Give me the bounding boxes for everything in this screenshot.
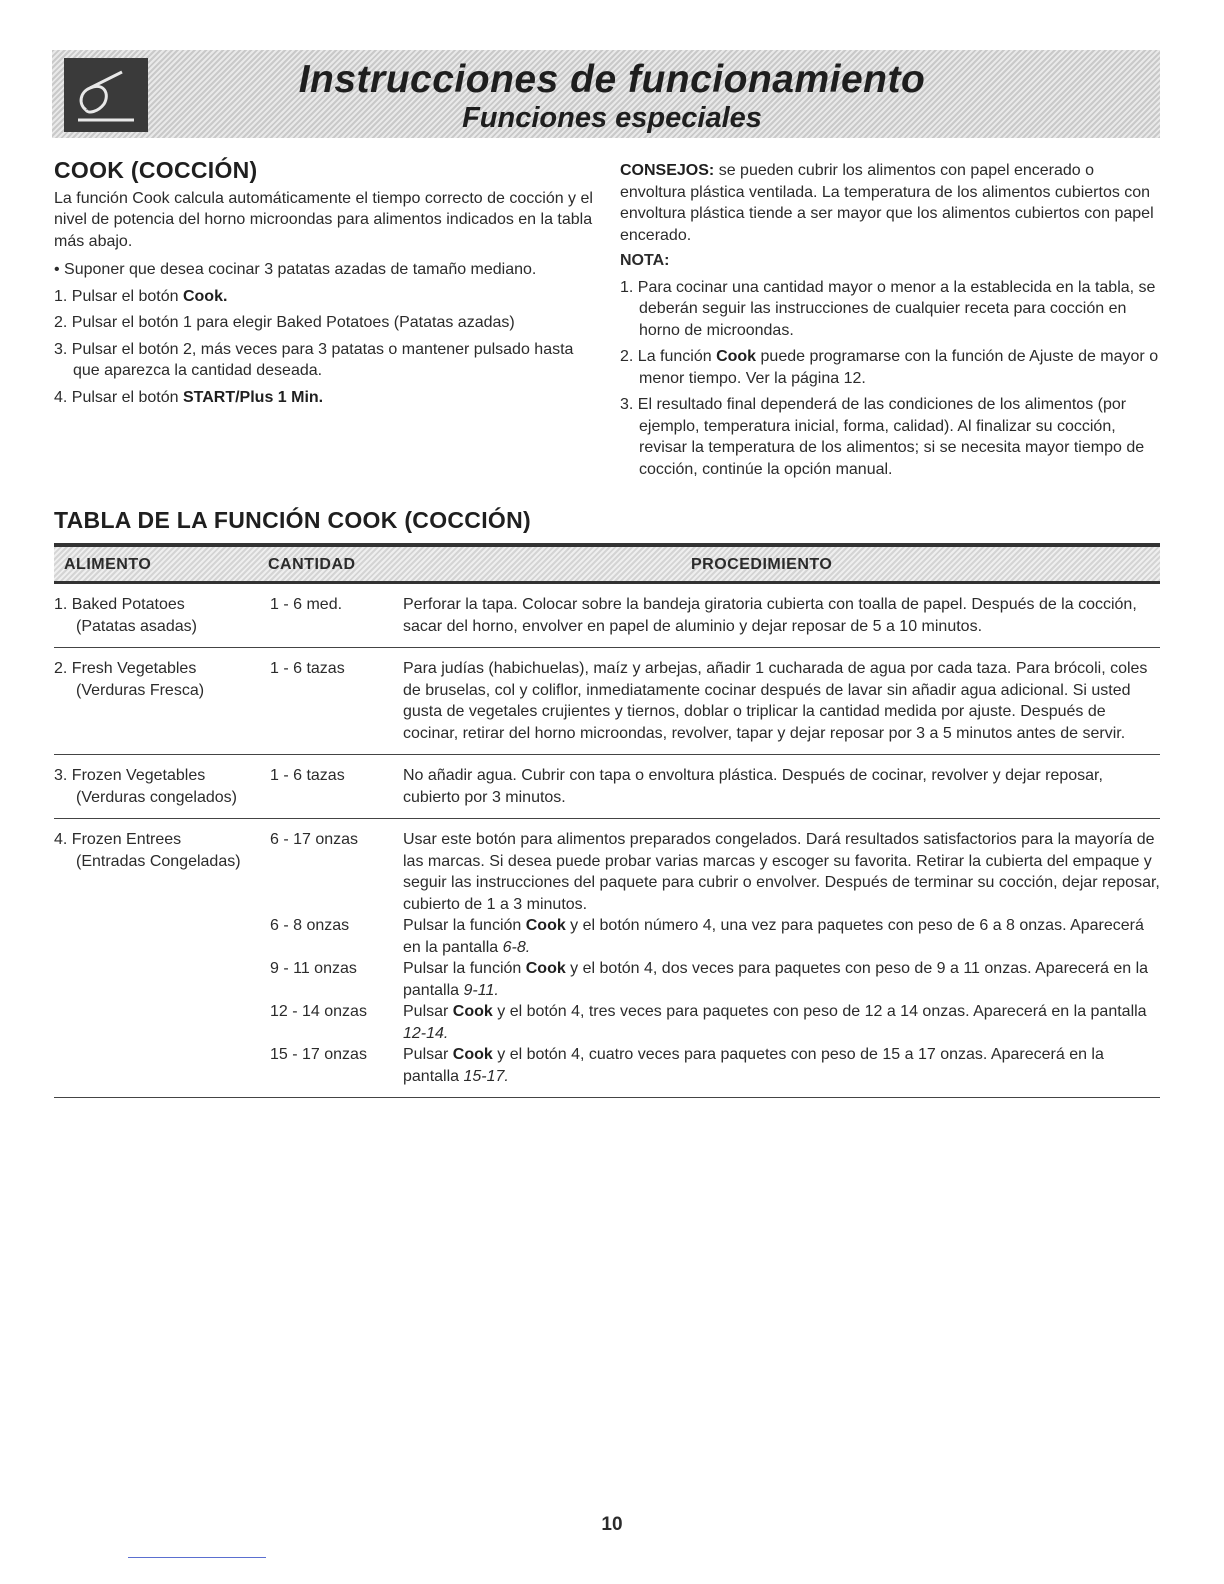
tips-label: CONSEJOS: [620,162,715,179]
sub-qty: 6 - 8 onzas [270,917,350,934]
sub-proc-text2: y el botón 4, tres veces para paquetes con peso de 12 a 14 onzas. Aparecerá en la pantalla [492,1003,1147,1020]
header-food: ALIMENTO [64,556,152,573]
header-qty: CANTIDAD [268,556,356,573]
sub-procedure [403,1044,1160,1087]
food-name: 4. Frozen Entrees [54,831,182,848]
cook-heading: COOK (COCCIÓN) [54,157,258,183]
procedure-cell: Para judías (habichuelas), maíz y arbejas, añadir 1 cucharada de agua por cada taza. Para brócoli, coles de bruselas, col y coliflor, inmediatamente cocinar después de lavar sin añadir agua adicional. Si usted gusta de vegetales crujientes y tiernos, doblar o triplicar la cantidad medida por ajuste. Después de cocinar, retirar del horno microondas, revolver, tapar y dejar reposar por 3 a 5 minutos antes de servir. [403,660,1148,742]
food-name-es: (Entradas Congeladas) [76,852,241,870]
sub-procedure [403,958,1160,1001]
page-subtitle: Funciones especiales [462,102,762,134]
food-name-es: (Verduras Fresca) [76,681,205,699]
sub-qty: 15 - 17 onzas [270,1046,367,1063]
sub-procedure [403,915,1160,958]
sub-proc-text: Pulsar [403,1046,453,1063]
food-name-es: (Patatas asadas) [76,617,197,635]
sub-procedure [403,1001,1160,1044]
cook-step [54,387,594,409]
table-row [54,755,1160,819]
cook-table [54,543,1160,1098]
cook-bullet: • Suponer que desea cocinar 3 patatas azadas de tamaño mediano. [54,261,537,278]
step-text: 3. Pulsar el botón 2, más veces para 3 patatas o mantener pulsado hasta que aparezca la cantidad deseada. [54,340,574,379]
sub-proc-bold: Cook [525,960,566,977]
step-bold: Cook. [182,287,228,305]
table-row [54,648,1160,755]
page-number: 10 [601,1514,623,1535]
procedure-cell: Usar este botón para alimentos preparados congelados. Dará resultados satisfactorios para la mayoría de las marcas. Si desea puede probar varias marcas y escoger su favorita. Retirar la cubierta del empaque y seguir las instrucciones del paquete para cubrir o envolver. Después de terminar su cocción, dejar reposar, cubierto de 1 a 3 minutos. [403,831,1160,913]
procedure-cell: No añadir agua. Cubrir con tapa o envoltura plástica. Después de cocinar, revolver y dejar reposar, cubierto por 3 minutos. [403,767,1103,806]
sub-qty: 9 - 11 onzas [270,960,357,977]
nota-item [620,277,1160,342]
nota-text: 1. Para cocinar una cantidad mayor o menor a la establecida en la tabla, se deberán seguir las instrucciones de cualquier receta para cocción en horno de microondas. [620,278,1156,339]
sub-proc-display: 6-8. [502,938,531,956]
table-title: TABLA DE LA FUNCIÓN COOK (COCCIÓN) [54,507,531,533]
cook-step [54,286,594,308]
sub-proc-text: Pulsar la función [403,917,526,934]
nota-bold: Cook [716,348,757,365]
sub-proc-text: Pulsar la función [403,960,526,977]
cook-step [54,339,594,382]
food-cell [54,829,264,872]
tips-section [620,160,1160,480]
divider [128,1557,266,1558]
nota-text: 3. El resultado final dependerá de las condiciones de los alimentos (por ejemplo, temperatura inicial, forma, calidad). Al finalizar su cocción, revisar la temperatura de los alimentos; si se necesita mayor tiempo de cocción, continúe la opción manual. [620,396,1145,478]
sub-proc-bold: Cook [525,917,566,934]
food-name: 3. Frozen Vegetables [54,767,206,784]
procedure-cell: Perforar la tapa. Colocar sobre la bandeja giratoria cubierta con toalla de papel. Después de la cocción, sacar del horno, envolver en papel de aluminio y dejar reposar de 5 a 10 minutos. [403,596,1137,635]
food-name: 2. Fresh Vegetables [54,660,197,677]
sub-proc-display: 12-14. [403,1024,449,1042]
nota-text-end: puede programarse con la función de Ajuste de mayor o menor tiempo. Ver la página 12. [639,348,1159,387]
food-name-es: (Verduras congelados) [76,788,237,806]
food-cell [54,658,264,701]
step-bold: START/Plus 1 Min. [182,388,324,406]
food-cell [54,765,264,808]
page-title: Instrucciones de funcionamiento [298,58,926,101]
table-row [54,819,1160,1098]
cook-step [54,312,594,334]
nota-label: NOTA: [620,252,670,269]
food-name: 1. Baked Potatoes [54,596,185,613]
cook-steps [54,286,594,409]
qty-cell: 1 - 6 tazas [270,767,345,784]
nota-item [620,394,1160,480]
sub-proc-text: Pulsar [403,1003,453,1020]
sub-proc-text2: y el botón número 4, una vez para paquetes con peso de 6 a 8 onzas. Aparecerá en la pantalla [403,917,1144,956]
cook-section [54,157,594,408]
nota-list [620,277,1160,481]
food-cell [54,594,264,637]
step-text: 1. Pulsar el botón [54,287,183,305]
sub-proc-text2: y el botón 4, cuatro veces para paquetes con peso de 15 a 17 onzas. Aparecerá en la pantalla [403,1046,1104,1085]
table-body [54,584,1160,1098]
sub-proc-bold: Cook [452,1003,493,1020]
table-header [54,543,1160,584]
sub-proc-display: 15-17. [463,1067,509,1085]
tips-paragraph [620,160,1160,246]
sub-row [54,1044,1160,1087]
sub-row [54,915,1160,958]
table-row [54,584,1160,648]
header-proc: PROCEDIMIENTO [691,556,833,573]
step-text: 2. Pulsar el botón 1 para elegir Baked Potatoes (Patatas azadas) [54,314,515,331]
qty-cell: 1 - 6 med. [270,596,343,613]
cook-intro: La función Cook calcula automáticamente el tiempo correcto de cocción y el nivel de potencia del horno microondas para alimentos indicados en la tabla más abajo. [54,189,593,250]
sub-row [54,958,1160,1001]
qty-cell: 6 - 17 onzas [270,831,359,848]
step-text: 4. Pulsar el botón [54,388,183,406]
qty-cell: 1 - 6 tazas [270,660,345,677]
sub-row [54,1001,1160,1044]
sub-proc-text2: y el botón 4, dos veces para paquetes con peso de 9 a 11 onzas. Aparecerá en la pantalla [403,960,1149,999]
nota-text: 2. La función [620,348,717,365]
tips-text: se pueden cubrir los alimentos con papel encerado o envoltura plástica ventilada. La temperatura de los alimentos cubiertos con envoltura plástica tiende a ser mayor que los alimentos cubiertos con papel encerado. [620,162,1154,244]
sub-proc-display: 9-11. [463,981,499,999]
sub-qty: 12 - 14 onzas [270,1003,367,1020]
sub-proc-bold: Cook [452,1046,493,1063]
nota-item [620,346,1160,389]
